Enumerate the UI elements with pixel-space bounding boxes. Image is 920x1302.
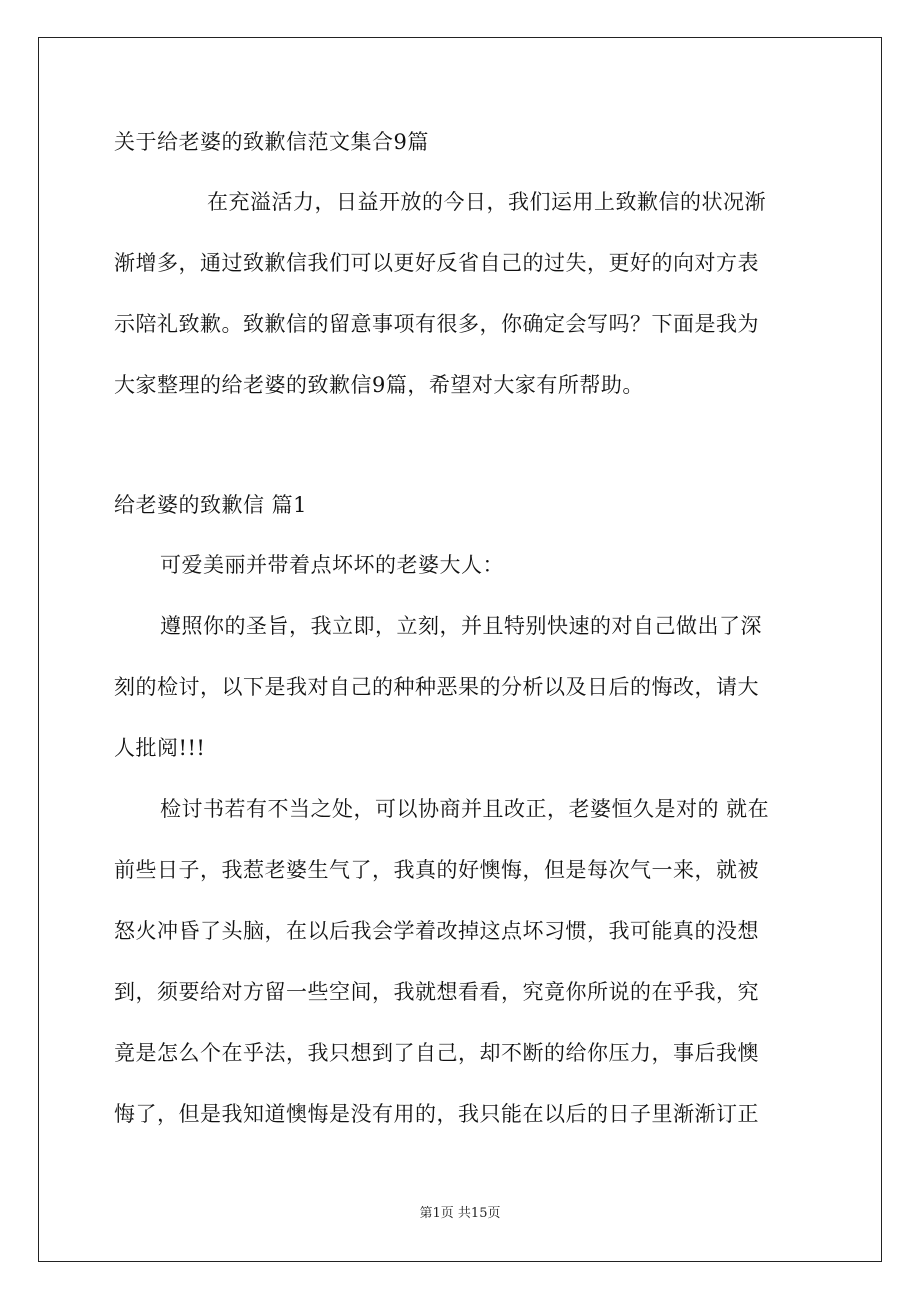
intro-line-1: 在充溢活力，日益开放的今日，我们运用上致歉信的状况渐 [207,190,766,214]
para2-line-4: 到，须要给对方留一些空间，我就想看看，究竟你所说的在乎我，究 [114,980,759,1004]
para2-line-3: 怒火冲昏了头脑，在以后我会学着改掉这点坏习惯，我可能真的没想 [114,919,759,943]
salutation: 可爱美丽并带着点坏坏的老婆大人： [160,553,504,577]
document-title: 关于给老婆的致歉信范文集合9篇 [114,130,429,154]
page-number-footer: 第1页 共15页 [419,1206,501,1221]
intro-line-4: 大家整理的给老婆的致歉信9篇，希望对大家有所帮助。 [114,373,644,397]
para2-line-5: 竟是怎么个在乎法，我只想到了自己，却不断的给你压力，事后我懊 [114,1041,759,1065]
para2-line-6: 悔了，但是我知道懊悔是没有用的，我只能在以后的日子里渐渐订正 [114,1102,759,1126]
intro-line-3: 示陪礼致歉。致歉信的留意事项有很多，你确定会写吗？下面是我为 [114,312,759,336]
page-border [38,37,882,1262]
intro-line-2: 渐增多，通过致歉信我们可以更好反省自己的过失，更好的向对方表 [114,251,759,275]
para1-line-3: 人批阅!!! [114,736,206,760]
para1-line-2: 刻的检讨，以下是我对自己的种种恶果的分析以及日后的悔改，请大 [114,675,759,699]
para1-line-1: 遵照你的圣旨，我立即，立刻，并且特别快速的对自己做出了深 [160,614,762,638]
para2-line-2: 前些日子，我惹老婆生气了，我真的好懊悔，但是每次气一来，就被 [114,858,759,882]
section-heading: 给老婆的致歉信 篇1 [114,493,308,517]
para2-line-1: 检讨书若有不当之处，可以协商并且改正，老婆恒久是对的 就在 [160,797,770,821]
